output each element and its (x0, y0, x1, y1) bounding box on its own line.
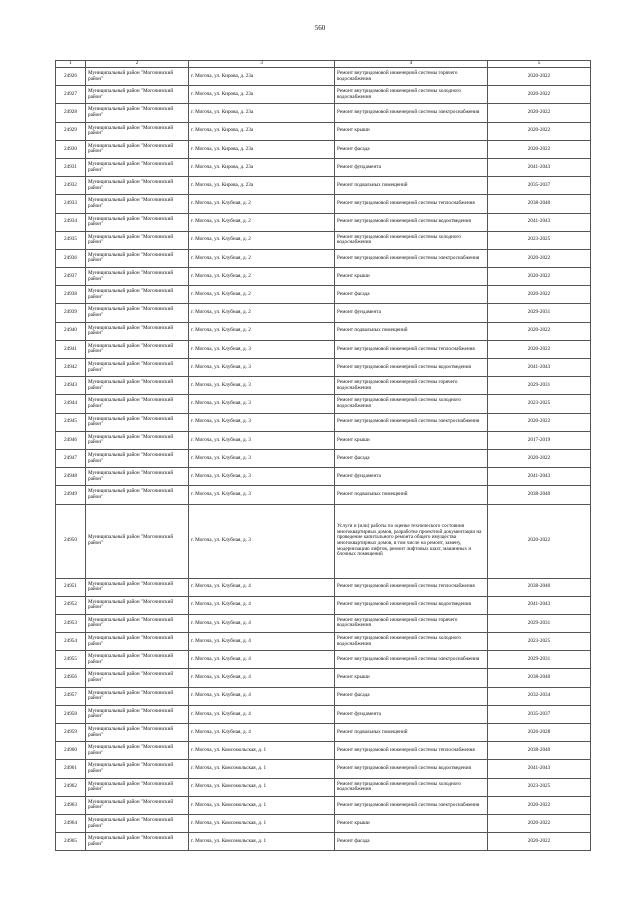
row-number: 24955 (56, 651, 86, 669)
table-row (56, 578, 591, 596)
address-cell: г. Могоча, ул. Клубная, д. 2 (189, 249, 335, 267)
table-row (56, 778, 591, 796)
row-number: 24941 (56, 340, 86, 358)
municipality-cell: Муниципальный район "Могочинский район" (86, 286, 189, 304)
work-type-cell: Ремонт фундамента (335, 468, 488, 486)
table-row (56, 68, 591, 86)
table-row (56, 140, 591, 158)
row-number: 24950 (56, 504, 86, 578)
table-row (56, 322, 591, 340)
row-number: 24963 (56, 796, 86, 814)
work-type-cell: Ремонт фундамента (335, 304, 488, 322)
municipality-cell: Муниципальный район "Могочинский район" (86, 796, 189, 814)
table-row (56, 268, 591, 286)
municipality-cell: Муниципальный район "Могочинский район" (86, 486, 189, 504)
address-cell: г. Могоча, ул. Клубная, д. 4 (189, 705, 335, 723)
municipality-cell: Муниципальный район "Могочинский район" (86, 814, 189, 832)
row-number: 24932 (56, 177, 86, 195)
table-row (56, 814, 591, 832)
table-row (56, 833, 591, 851)
table-row (56, 651, 591, 669)
table-row (56, 249, 591, 267)
municipality-cell: Муниципальный район "Могочинский район" (86, 104, 189, 122)
work-type-cell: Ремонт внутридомовой инженерной системы теплоснабжения (335, 340, 488, 358)
work-type-cell: Ремонт внутридомовой инженерной системы холодного водоснабжения (335, 231, 488, 249)
address-cell: г. Могоча, ул. Клубная, д. 2 (189, 195, 335, 213)
work-type-cell: Ремонт крыши (335, 669, 488, 687)
municipality-cell: Муниципальный район "Могочинский район" (86, 651, 189, 669)
address-cell: г. Могоча, ул. Комсомольская, д. 1 (189, 742, 335, 760)
table-row (56, 596, 591, 614)
work-type-cell: Ремонт внутридомовой инженерной системы горячего водоснабжения (335, 377, 488, 395)
table-row (56, 304, 591, 322)
municipality-cell: Муниципальный район "Могочинский район" (86, 633, 189, 651)
column-header: 2 (86, 61, 189, 68)
column-header: 1 (56, 61, 86, 68)
address-cell: г. Могоча, ул. Клубная, д. 2 (189, 286, 335, 304)
municipality-cell: Муниципальный район "Могочинский район" (86, 431, 189, 449)
address-cell: г. Могоча, ул. Клубная, д. 4 (189, 651, 335, 669)
municipality-cell: Муниципальный район "Могочинский район" (86, 449, 189, 467)
table-row (56, 687, 591, 705)
period-cell: 2023-2025 (488, 778, 591, 796)
period-cell: 2023-2025 (488, 231, 591, 249)
municipality-cell: Муниципальный район "Могочинский район" (86, 778, 189, 796)
period-cell: 2020-2022 (488, 413, 591, 431)
work-type-cell: Ремонт внутридомовой инженерной системы холодного водоснабжения (335, 633, 488, 651)
address-cell: г. Могоча, ул. Клубная, д. 4 (189, 614, 335, 632)
address-cell: г. Могоча, ул. Клубная, д. 2 (189, 268, 335, 286)
address-cell: г. Могоча, ул. Комсомольская, д. 1 (189, 833, 335, 851)
table-row (56, 177, 591, 195)
row-number: 24926 (56, 68, 86, 86)
period-cell: 2020-2022 (488, 86, 591, 104)
row-number: 24958 (56, 705, 86, 723)
row-number: 24957 (56, 687, 86, 705)
period-cell: 2038-2040 (488, 486, 591, 504)
period-cell: 2026-2028 (488, 724, 591, 742)
address-cell: г. Могоча, ул. Кирова, д. 23а (189, 177, 335, 195)
table-row (56, 614, 591, 632)
table-row (56, 104, 591, 122)
work-type-cell: Ремонт внутридомовой инженерной системы теплоснабжения (335, 195, 488, 213)
work-type-cell: Ремонт фасада (335, 449, 488, 467)
municipality-cell: Муниципальный район "Могочинский район" (86, 195, 189, 213)
row-number: 24947 (56, 449, 86, 467)
period-cell: 2020-2022 (488, 833, 591, 851)
municipality-cell: Муниципальный район "Могочинский район" (86, 213, 189, 231)
address-cell: г. Могоча, ул. Клубная, д. 4 (189, 724, 335, 742)
period-cell: 2020-2022 (488, 122, 591, 140)
municipality-cell: Муниципальный район "Могочинский район" (86, 122, 189, 140)
address-cell: г. Могоча, ул. Комсомольская, д. 1 (189, 796, 335, 814)
row-number: 24931 (56, 158, 86, 176)
work-type-cell: Ремонт фундамента (335, 705, 488, 723)
period-cell: 2020-2022 (488, 286, 591, 304)
row-number: 24962 (56, 778, 86, 796)
period-cell: 2020-2022 (488, 504, 591, 578)
column-header: 3 (189, 61, 335, 68)
table-row (56, 633, 591, 651)
work-type-cell: Ремонт внутридомовой инженерной системы водоотведения (335, 760, 488, 778)
header-row (56, 61, 591, 68)
municipality-cell: Муниципальный район "Могочинский район" (86, 158, 189, 176)
table-row (56, 413, 591, 431)
row-number: 24952 (56, 596, 86, 614)
row-number: 24942 (56, 359, 86, 377)
period-cell: 2041-2043 (488, 213, 591, 231)
period-cell: 2020-2022 (488, 268, 591, 286)
row-number: 24948 (56, 468, 86, 486)
work-type-cell: Ремонт внутридомовой инженерной системы холодного водоснабжения (335, 778, 488, 796)
period-cell: 2017-2019 (488, 431, 591, 449)
work-type-cell: Ремонт внутридомовой инженерной системы электроснабжения (335, 249, 488, 267)
table-row (56, 431, 591, 449)
work-type-cell: Ремонт внутридомовой инженерной системы горячего водоснабжения (335, 68, 488, 86)
work-type-cell: Услуги и (или) работы по оценке технического состояния многоквартирных домов, разработке проектной документации на проведение капитального ремонта общего имущества многоквартирных домов, в том числе на ремонт, замену, модернизацию лифтов, ремонт лифтовых шахт, машинных и блочных помещений (335, 504, 488, 578)
period-cell: 2038-2040 (488, 742, 591, 760)
period-cell: 2020-2022 (488, 322, 591, 340)
row-number: 24937 (56, 268, 86, 286)
address-cell: г. Могоча, ул. Комсомольская, д. 1 (189, 814, 335, 832)
work-type-cell: Ремонт внутридомовой инженерной системы водоотведения (335, 359, 488, 377)
row-number: 24965 (56, 833, 86, 851)
work-type-cell: Ремонт подвальных помещений (335, 486, 488, 504)
municipality-cell: Муниципальный район "Могочинский район" (86, 578, 189, 596)
row-number: 24956 (56, 669, 86, 687)
table-row (56, 86, 591, 104)
address-cell: г. Могоча, ул. Кирова, д. 23а (189, 68, 335, 86)
address-cell: г. Могоча, ул. Клубная, д. 3 (189, 504, 335, 578)
municipality-cell: Муниципальный район "Могочинский район" (86, 249, 189, 267)
row-number: 24928 (56, 104, 86, 122)
period-cell: 2041-2043 (488, 468, 591, 486)
work-type-cell: Ремонт крыши (335, 122, 488, 140)
row-number: 24930 (56, 140, 86, 158)
page-number: 560 (314, 24, 326, 32)
address-cell: г. Могоча, ул. Кирова, д. 23а (189, 86, 335, 104)
municipality-cell: Муниципальный район "Могочинский район" (86, 359, 189, 377)
table-row (56, 359, 591, 377)
work-type-cell: Ремонт фасада (335, 687, 488, 705)
table-row (56, 195, 591, 213)
work-type-cell: Ремонт фундамента (335, 158, 488, 176)
municipality-cell: Муниципальный район "Могочинский район" (86, 833, 189, 851)
work-type-cell: Ремонт внутридомовой инженерной системы холодного водоснабжения (335, 395, 488, 413)
table-row (56, 122, 591, 140)
work-type-cell: Ремонт внутридомовой инженерной системы электроснабжения (335, 796, 488, 814)
table-row (56, 231, 591, 249)
work-type-cell: Ремонт внутридомовой инженерной системы водоотведения (335, 596, 488, 614)
municipality-cell: Муниципальный район "Могочинский район" (86, 377, 189, 395)
period-cell: 2020-2022 (488, 796, 591, 814)
address-cell: г. Могоча, ул. Клубная, д. 2 (189, 304, 335, 322)
period-cell: 2020-2022 (488, 449, 591, 467)
municipality-cell: Муниципальный район "Могочинский район" (86, 614, 189, 632)
address-cell: г. Могоча, ул. Клубная, д. 4 (189, 687, 335, 705)
row-number: 24934 (56, 213, 86, 231)
address-cell: г. Могоча, ул. Клубная, д. 3 (189, 395, 335, 413)
address-cell: г. Могоча, ул. Клубная, д. 3 (189, 486, 335, 504)
period-cell: 2029-2031 (488, 614, 591, 632)
address-cell: г. Могоча, ул. Кирова, д. 23а (189, 104, 335, 122)
table-row (56, 486, 591, 504)
period-cell: 2020-2022 (488, 68, 591, 86)
period-cell: 2023-2025 (488, 395, 591, 413)
work-type-cell: Ремонт крыши (335, 268, 488, 286)
work-type-cell: Ремонт крыши (335, 431, 488, 449)
table-row (56, 796, 591, 814)
period-cell: 2020-2022 (488, 340, 591, 358)
row-number: 24939 (56, 304, 86, 322)
row-number: 24938 (56, 286, 86, 304)
address-cell: г. Могоча, ул. Клубная, д. 2 (189, 213, 335, 231)
row-number: 24943 (56, 377, 86, 395)
municipality-cell: Муниципальный район "Могочинский район" (86, 724, 189, 742)
row-number: 24944 (56, 395, 86, 413)
period-cell: 2041-2043 (488, 760, 591, 778)
row-number: 24953 (56, 614, 86, 632)
row-number: 24936 (56, 249, 86, 267)
table-row (56, 395, 591, 413)
municipality-cell: Муниципальный район "Могочинский район" (86, 68, 189, 86)
row-number: 24961 (56, 760, 86, 778)
address-cell: г. Могоча, ул. Клубная, д. 2 (189, 322, 335, 340)
period-cell: 2035-2037 (488, 177, 591, 195)
address-cell: г. Могоча, ул. Комсомольская, д. 1 (189, 760, 335, 778)
period-cell: 2038-2040 (488, 195, 591, 213)
work-type-cell: Ремонт подвальных помещений (335, 177, 488, 195)
address-cell: г. Могоча, ул. Кирова, д. 23а (189, 140, 335, 158)
work-type-cell: Ремонт внутридомовой инженерной системы электроснабжения (335, 413, 488, 431)
table-row (56, 760, 591, 778)
table-row (56, 705, 591, 723)
address-cell: г. Могоча, ул. Клубная, д. 3 (189, 340, 335, 358)
table-row (56, 213, 591, 231)
address-cell: г. Могоча, ул. Клубная, д. 3 (189, 468, 335, 486)
period-cell: 2020-2022 (488, 104, 591, 122)
work-type-cell: Ремонт внутридомовой инженерной системы теплоснабжения (335, 578, 488, 596)
row-number: 24945 (56, 413, 86, 431)
row-number: 24935 (56, 231, 86, 249)
row-number: 24940 (56, 322, 86, 340)
address-cell: г. Могоча, ул. Комсомольская, д. 1 (189, 778, 335, 796)
address-cell: г. Могоча, ул. Клубная, д. 3 (189, 359, 335, 377)
work-type-cell: Ремонт фасада (335, 833, 488, 851)
period-cell: 2035-2037 (488, 705, 591, 723)
period-cell: 2041-2043 (488, 359, 591, 377)
address-cell: г. Могоча, ул. Кирова, д. 23а (189, 158, 335, 176)
row-number: 24946 (56, 431, 86, 449)
address-cell: г. Могоча, ул. Клубная, д. 3 (189, 431, 335, 449)
period-cell: 2029-2031 (488, 651, 591, 669)
address-cell: г. Могоча, ул. Клубная, д. 3 (189, 413, 335, 431)
municipality-cell: Муниципальный район "Могочинский район" (86, 86, 189, 104)
address-cell: г. Могоча, ул. Клубная, д. 4 (189, 578, 335, 596)
period-cell: 2041-2043 (488, 158, 591, 176)
work-type-cell: Ремонт крыши (335, 814, 488, 832)
period-cell: 2038-2040 (488, 669, 591, 687)
period-cell: 2023-2025 (488, 633, 591, 651)
work-type-cell: Ремонт подвальных помещений (335, 322, 488, 340)
work-type-cell: Ремонт внутридомовой инженерной системы горячего водоснабжения (335, 614, 488, 632)
work-type-cell: Ремонт внутридомовой инженерной системы теплоснабжения (335, 742, 488, 760)
table-row (56, 158, 591, 176)
municipality-cell: Муниципальный район "Могочинский район" (86, 322, 189, 340)
municipality-cell: Муниципальный район "Могочинский район" (86, 742, 189, 760)
municipality-cell: Муниципальный район "Могочинский район" (86, 760, 189, 778)
period-cell: 2041-2043 (488, 596, 591, 614)
table-row (56, 449, 591, 467)
work-type-cell: Ремонт внутридомовой инженерной системы водоотведения (335, 213, 488, 231)
column-header: 4 (335, 61, 488, 68)
work-type-cell: Ремонт подвальных помещений (335, 724, 488, 742)
row-number: 24949 (56, 486, 86, 504)
period-cell: 2020-2022 (488, 814, 591, 832)
address-cell: г. Могоча, ул. Клубная, д. 3 (189, 377, 335, 395)
registry-table (55, 60, 591, 851)
municipality-cell: Муниципальный район "Могочинский район" (86, 395, 189, 413)
municipality-cell: Муниципальный район "Могочинский район" (86, 268, 189, 286)
row-number: 24954 (56, 633, 86, 651)
row-number: 24929 (56, 122, 86, 140)
address-cell: г. Могоча, ул. Клубная, д. 2 (189, 231, 335, 249)
period-cell: 2038-2040 (488, 578, 591, 596)
row-number: 24964 (56, 814, 86, 832)
municipality-cell: Муниципальный район "Могочинский район" (86, 340, 189, 358)
municipality-cell: Муниципальный район "Могочинский район" (86, 596, 189, 614)
column-header: 5 (488, 61, 591, 68)
municipality-cell: Муниципальный район "Могочинский район" (86, 504, 189, 578)
table-row (56, 286, 591, 304)
work-type-cell: Ремонт внутридомовой инженерной системы электроснабжения (335, 651, 488, 669)
row-number: 24927 (56, 86, 86, 104)
address-cell: г. Могоча, ул. Клубная, д. 4 (189, 669, 335, 687)
municipality-cell: Муниципальный район "Могочинский район" (86, 413, 189, 431)
table-row (56, 468, 591, 486)
municipality-cell: Муниципальный район "Могочинский район" (86, 177, 189, 195)
address-cell: г. Могоча, ул. Клубная, д. 4 (189, 633, 335, 651)
table-row (56, 724, 591, 742)
work-type-cell: Ремонт внутридомовой инженерной системы холодного водоснабжения (335, 86, 488, 104)
period-cell: 2029-2031 (488, 304, 591, 322)
address-cell: г. Могоча, ул. Клубная, д. 3 (189, 449, 335, 467)
table-row (56, 340, 591, 358)
address-cell: г. Могоча, ул. Клубная, д. 4 (189, 596, 335, 614)
municipality-cell: Муниципальный район "Могочинский район" (86, 140, 189, 158)
municipality-cell: Муниципальный район "Могочинский район" (86, 687, 189, 705)
work-type-cell: Ремонт внутридомовой инженерной системы электроснабжения (335, 104, 488, 122)
row-number: 24960 (56, 742, 86, 760)
municipality-cell: Муниципальный район "Могочинский район" (86, 669, 189, 687)
period-cell: 2029-2031 (488, 377, 591, 395)
municipality-cell: Муниципальный район "Могочинский район" (86, 231, 189, 249)
municipality-cell: Муниципальный район "Могочинский район" (86, 304, 189, 322)
row-number: 24951 (56, 578, 86, 596)
period-cell: 2020-2022 (488, 249, 591, 267)
work-type-cell: Ремонт фасада (335, 140, 488, 158)
row-number: 24959 (56, 724, 86, 742)
table-row (56, 669, 591, 687)
table-row (56, 742, 591, 760)
period-cell: 2020-2022 (488, 140, 591, 158)
municipality-cell: Муниципальный район "Могочинский район" (86, 468, 189, 486)
period-cell: 2032-2034 (488, 687, 591, 705)
table-row (56, 377, 591, 395)
row-number: 24933 (56, 195, 86, 213)
table-row (56, 504, 591, 578)
municipality-cell: Муниципальный район "Могочинский район" (86, 705, 189, 723)
address-cell: г. Могоча, ул. Кирова, д. 23а (189, 122, 335, 140)
work-type-cell: Ремонт фасада (335, 286, 488, 304)
